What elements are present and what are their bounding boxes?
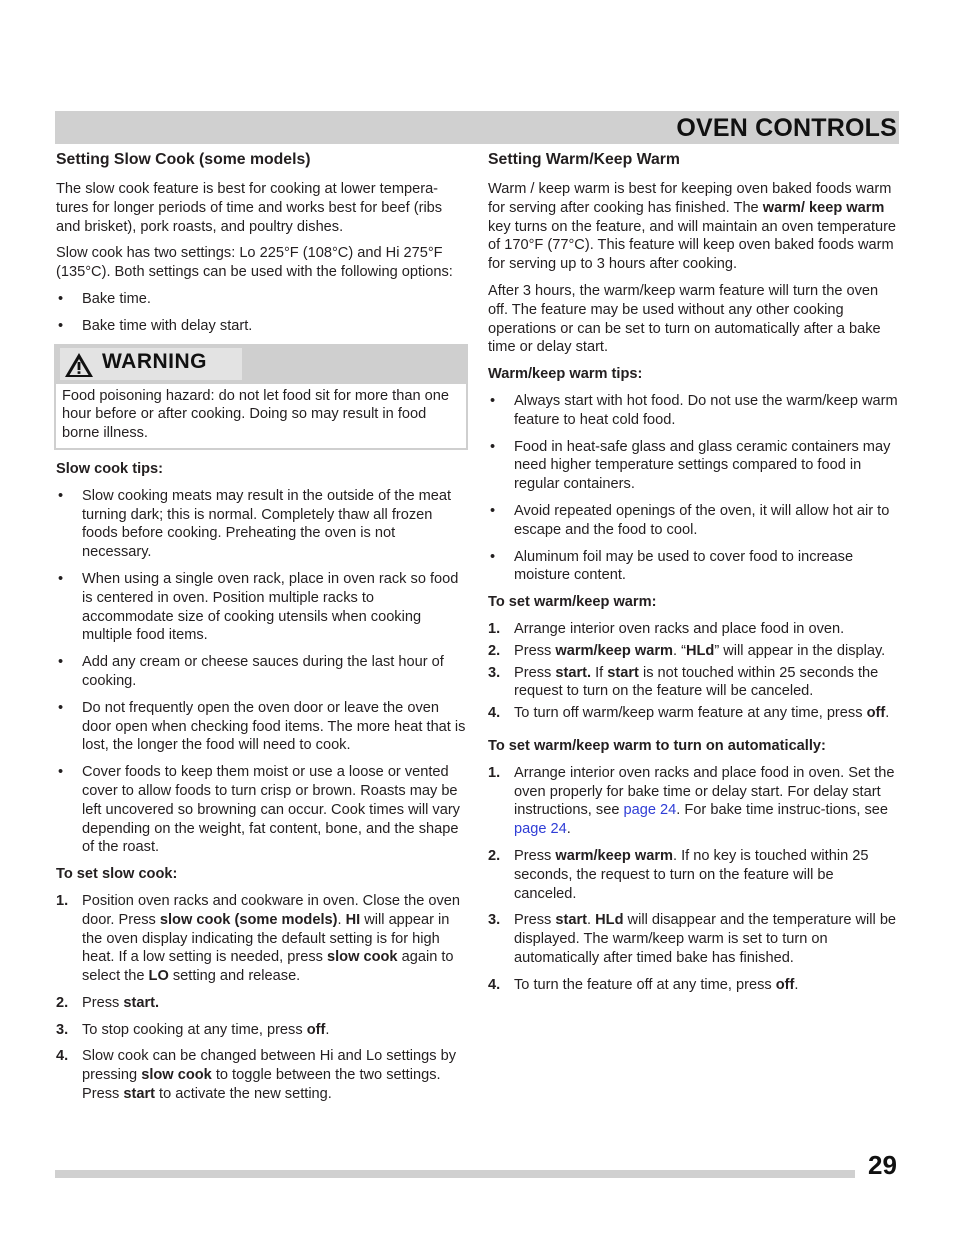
- slow-cook-tips: [56, 487, 466, 857]
- warm-intro: Warm / keep warm is best for keeping oven baked foods warm for serving after cooking has finished. The warm/ keep warm key turns on the feature, and will maintain an oven temperature of 170°F (77°C). This feature will keep oven baked foods warm for serving up to 3 hours after cooking.: [488, 181, 897, 273]
- auto-warm-heading: To set warm/keep warm to turn on automatically:: [488, 737, 826, 754]
- step-item: 2. Press start.: [56, 994, 160, 1011]
- slow-cook-intro: The slow cook feature is best for cooking at lower tempera-tures for longer periods of time and works best for beef (ribs and brisket), pork roasts, and poultry dishes.: [56, 181, 443, 235]
- list-item: • When using a single oven rack, place in oven rack so food is centered in oven. Position multiple racks to accommodate size of cooking utensils when cooking multiple food items.: [56, 570, 466, 645]
- list-item: • Avoid repeated openings of the oven, it will allow hot air to escape and the food to cool.: [488, 502, 898, 540]
- list-item: • Cover foods to keep them moist or use a loose or vented cover to allow foods to turn crisp or brown. Roasts may be left uncovered so browning can occur. Cook times will vary depending on the weight, fat content, bone, and the shape of the roast.: [56, 763, 466, 857]
- list-item: • Bake time with delay start.: [56, 317, 466, 336]
- page-title: OVEN CONTROLS: [676, 114, 897, 142]
- slow-cook-options: [56, 290, 466, 336]
- step-item: 1. Position oven racks and cookware in oven. Close the oven door. Press slow cook (some models). HI will appear in the oven display indicating the default setting is for high heat. If a low setting is needed, press slow cook again to select the LO setting and release.: [56, 892, 461, 985]
- warm-tips-heading: Warm/keep warm tips:: [488, 366, 643, 383]
- warning-triangle-icon: [64, 352, 94, 378]
- page-24-link[interactable]: page 24: [514, 821, 567, 838]
- step-item: 4. Slow cook can be changed between Hi and Lo settings by pressing slow cook to toggle between the two settings. Press start to activate the new setting.: [56, 1048, 457, 1103]
- step-item: 4. To turn the feature off at any time, press off.: [488, 976, 799, 993]
- auto-warm-steps: [488, 764, 898, 995]
- footer-bar: [55, 1170, 855, 1178]
- page-24-link[interactable]: page 24: [623, 802, 677, 819]
- page-number: 29: [868, 1150, 897, 1180]
- step-item: 2. Press warm/keep warm. “HLd” will appear in the display.: [488, 642, 886, 659]
- step-item: 3. To stop cooking at any time, press off.: [56, 1021, 330, 1038]
- step-item: 1. Arrange interior oven racks and place food in oven. Set the oven properly for bake time or delay start. For delay start instructions, see page 24. For bake time instruc-tions, see page 24.: [488, 764, 895, 838]
- right-column: [488, 150, 898, 1002]
- set-warm-heading: To set warm/keep warm:: [488, 594, 657, 611]
- set-slow-cook-heading: To set slow cook:: [56, 866, 178, 883]
- warning-label: WARNING: [102, 349, 207, 373]
- slow-cook-heading: Setting Slow Cook (some models): [56, 151, 311, 168]
- list-item: • Food in heat-safe glass and glass ceramic containers may need higher temperature settings compared to food in regular containers.: [488, 438, 898, 494]
- step-item: 2. Press warm/keep warm. If no key is touched within 25 seconds, the request to turn on the feature will be canceled.: [488, 847, 869, 902]
- list-item: • Slow cooking meats may result in the outside of the meat turning dark; this is normal. Completely thaw all frozen foods before cooking. Preheating the oven is not necessary.: [56, 487, 466, 562]
- list-item: • Add any cream or cheese sauces during the last hour of cooking.: [56, 653, 466, 691]
- set-slow-cook-steps: [56, 892, 466, 1104]
- step-item: 4. To turn off warm/keep warm feature at any time, press off.: [488, 705, 890, 722]
- list-item: • Do not frequently open the oven door or leave the oven door open when checking food items. The more heat that is lost, the longer the food will need to cook.: [56, 699, 466, 755]
- warm-tips: [488, 392, 898, 585]
- warm-heading: Setting Warm/Keep Warm: [488, 151, 680, 168]
- list-item: • Always start with hot food. Do not use the warm/keep warm feature to heat cold food.: [488, 392, 898, 430]
- set-warm-steps: [488, 620, 898, 723]
- slow-cook-tips-heading: Slow cook tips:: [56, 460, 164, 477]
- warm-after: After 3 hours, the warm/keep warm feature will turn the oven off. The feature may be used without any other cooking operations or can be set to turn on automatically after a bake time or delay start.: [488, 282, 881, 356]
- step-item: 3. Press start. If start is not touched within 25 seconds the request to turn on the feature will be canceled.: [488, 664, 879, 700]
- step-item: 3. Press start. HLd will disappear and the temperature will be displayed. The warm/keep warm is set to turn on automatically after timed bake has finished.: [488, 912, 897, 966]
- warning-box: [54, 344, 468, 450]
- step-item: 1. Arrange interior oven racks and place food in oven.: [488, 620, 845, 637]
- list-item: • Aluminum foil may be used to cover food to increase moisture content.: [488, 548, 898, 586]
- warning-tag: [60, 348, 242, 380]
- warning-text: Food poisoning hazard: do not let food sit for more than one hour before or after cooking. Doing so may result in food borne illness.: [62, 387, 449, 442]
- list-item: • Bake time.: [56, 290, 466, 309]
- warning-header: [56, 346, 466, 384]
- slow-cook-settings: Slow cook has two settings: Lo 225°F (108°C) and Hi 275°F (135°C). Both settings can be used with the following options:: [56, 245, 453, 281]
- left-column: [56, 150, 466, 1112]
- header-bar: [55, 111, 899, 144]
